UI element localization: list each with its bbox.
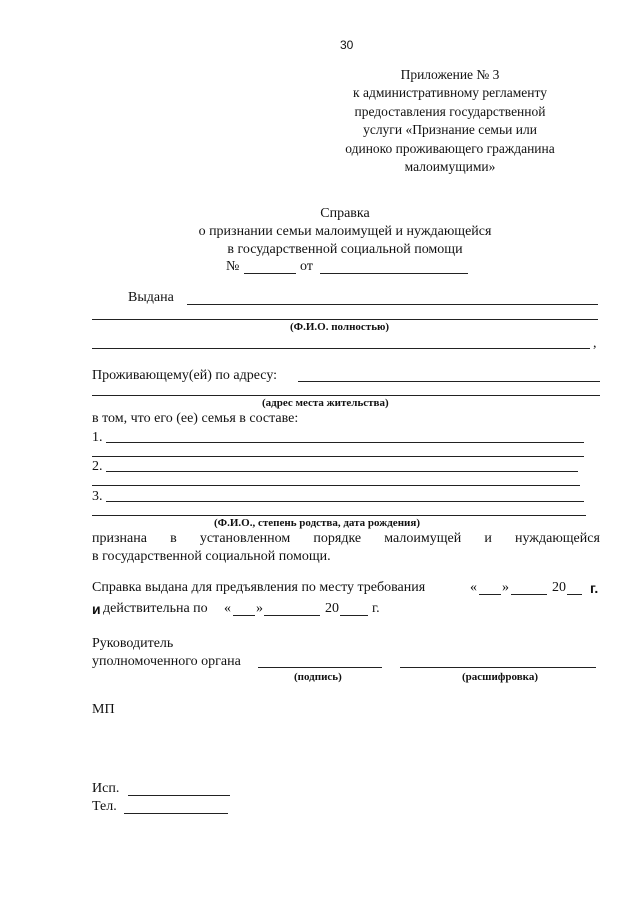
- family-intro: в том, что его (ее) семья в составе:: [92, 411, 299, 426]
- month-field-2[interactable]: [264, 615, 320, 616]
- decoding-field[interactable]: [400, 667, 596, 668]
- year-prefix-2: 20: [325, 601, 339, 616]
- address-field-2[interactable]: [92, 395, 600, 396]
- recognized-word: и: [484, 531, 492, 546]
- title-main: Справка: [320, 206, 370, 221]
- appendix-line: одиноко проживающего гражданина: [345, 140, 555, 156]
- recognized-line-1: [92, 531, 600, 547]
- signature-field[interactable]: [258, 667, 382, 668]
- number-label: №: [226, 259, 240, 274]
- validity-and: и: [92, 601, 101, 617]
- fio-field[interactable]: [187, 304, 598, 305]
- year-suffix-2: г.: [372, 601, 380, 616]
- appendix-line: Приложение № 3: [400, 67, 500, 82]
- appendix-line: малоимущими»: [404, 159, 496, 175]
- close-quote-2: »: [256, 601, 263, 616]
- family-member-field[interactable]: [106, 471, 578, 472]
- head-title: Руководитель: [92, 636, 174, 651]
- decoding-caption: (расшифровка): [462, 671, 539, 683]
- validity-until-label: действительна по: [103, 601, 208, 616]
- phone-label: Тел.: [92, 799, 117, 814]
- executor-label: Исп.: [92, 781, 120, 796]
- validity-label: Справка выдана для предъявления по месту требования: [92, 580, 426, 595]
- executor-field[interactable]: [128, 795, 230, 796]
- family-item-number: 2.: [92, 459, 103, 474]
- address-label: Проживающему(ей) по адресу:: [92, 368, 278, 383]
- title-sub2: в государственной социальной помощи: [227, 242, 463, 257]
- signature-caption: (подпись): [294, 671, 342, 683]
- close-quote: »: [502, 580, 509, 595]
- year-prefix: 20: [552, 580, 566, 595]
- family-member-field[interactable]: [106, 501, 584, 502]
- recognized-word: порядке: [313, 531, 362, 546]
- family-item-number: 1.: [92, 430, 103, 445]
- appendix-line: предоставления государственной: [354, 103, 546, 119]
- year-field[interactable]: [567, 594, 582, 595]
- day-field-2[interactable]: [233, 615, 255, 616]
- family-caption: (Ф.И.О., степень родства, дата рождения): [214, 517, 420, 529]
- head-organ: уполномоченного органа: [92, 654, 241, 669]
- from-label: от: [300, 259, 313, 274]
- appendix-line: услуги «Признание семьи или: [363, 122, 537, 138]
- recognized-word: признана: [92, 531, 147, 546]
- month-field[interactable]: [511, 594, 547, 595]
- recognized-word: установленном: [199, 531, 291, 546]
- fio-comma: ,: [593, 336, 597, 351]
- address-caption: (адрес места жительства): [262, 397, 389, 409]
- family-item-number: 3.: [92, 489, 103, 504]
- number-field[interactable]: [244, 273, 296, 274]
- fio-field-3[interactable]: [92, 348, 590, 349]
- recognized-word: нуждающейся: [515, 531, 600, 546]
- recognized-word: малоимущей: [384, 531, 462, 546]
- appendix-line: к административному регламенту: [353, 85, 547, 101]
- fio-caption: (Ф.И.О. полностью): [290, 321, 390, 333]
- phone-field[interactable]: [124, 813, 228, 814]
- title-sub1: о признании семьи малоимущей и нуждающейся: [198, 224, 492, 239]
- seal-label: МП: [92, 702, 115, 717]
- address-field[interactable]: [298, 381, 600, 382]
- year-suffix: г.: [590, 580, 599, 596]
- open-quote: «: [470, 580, 477, 595]
- document-title: [150, 205, 540, 259]
- date-field[interactable]: [320, 273, 468, 274]
- family-member-field[interactable]: [92, 485, 580, 486]
- page-number: 30: [340, 38, 354, 52]
- year-field-2[interactable]: [340, 615, 368, 616]
- recognized-line-2: в государственной социальной помощи.: [92, 549, 331, 564]
- appendix-block: [330, 66, 570, 176]
- recognized-word: в: [170, 531, 177, 546]
- day-field[interactable]: [479, 594, 501, 595]
- issued-label: Выдана: [128, 290, 174, 305]
- family-member-field[interactable]: [92, 456, 584, 457]
- family-member-field[interactable]: [106, 442, 584, 443]
- family-member-field[interactable]: [92, 515, 586, 516]
- fio-field-2[interactable]: [92, 319, 598, 320]
- open-quote-2: «: [224, 601, 231, 616]
